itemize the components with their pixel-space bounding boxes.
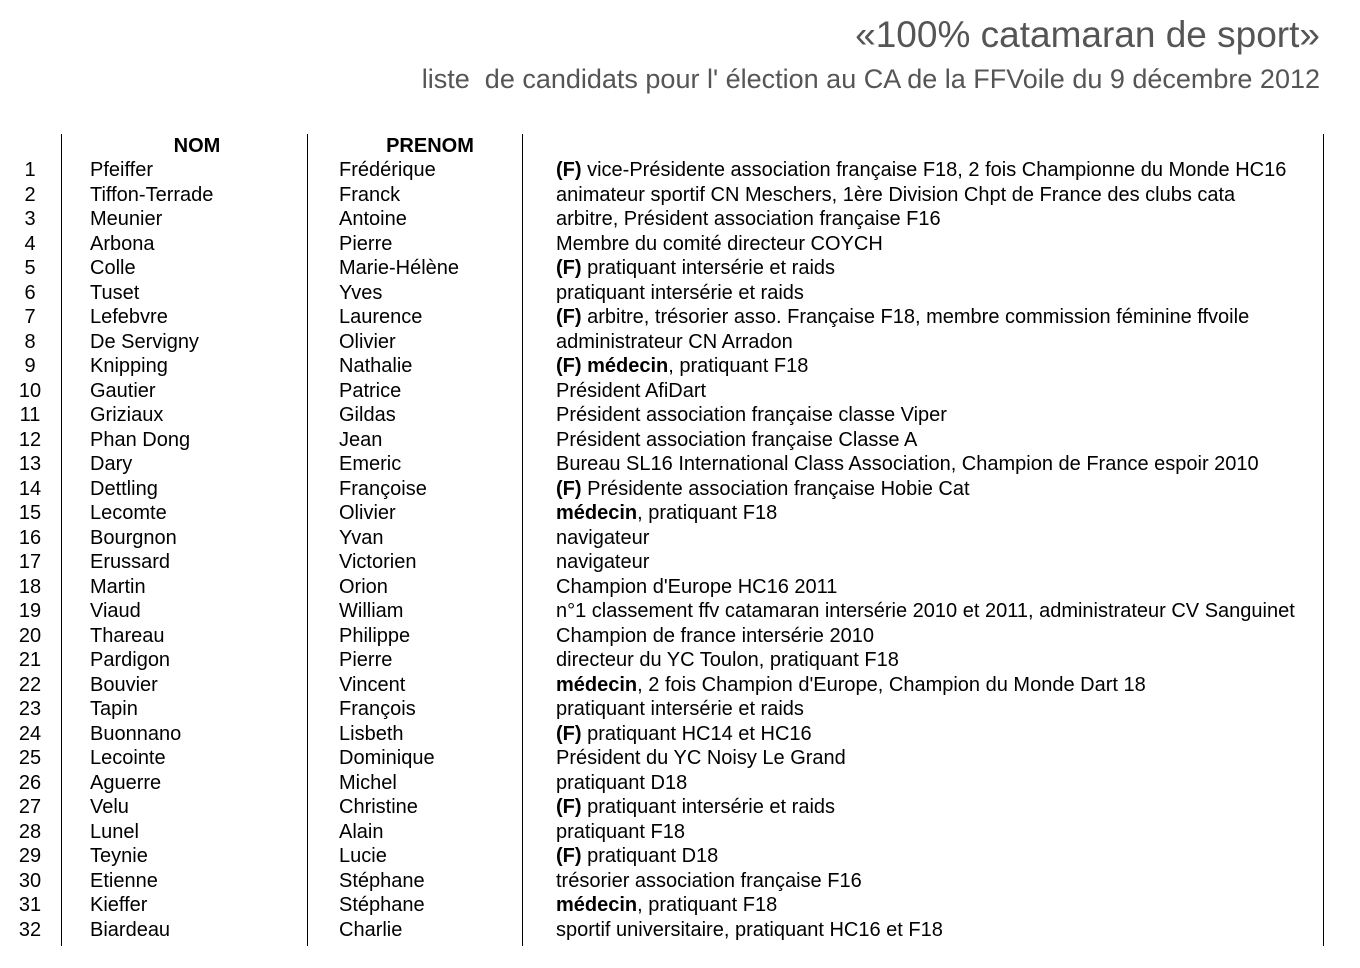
- cell-description: [556, 550, 649, 574]
- description-bold-prefix: médecin: [556, 894, 638, 916]
- cell-nom: Phan Dong: [90, 428, 191, 451]
- cell-nom: Aguerre: [90, 771, 162, 794]
- table-row: [0, 477, 1360, 502]
- cell-description: [556, 428, 917, 452]
- description-text: , 2 fois Champion d'Europe, Champion du Monde Dart 18: [637, 673, 1146, 696]
- row-number: 22: [18, 673, 42, 696]
- cell-nom: Velu: [90, 796, 129, 818]
- cell-nom: Pfeiffer: [90, 159, 153, 181]
- table-row: [0, 232, 1360, 257]
- row-number: 7: [24, 306, 36, 328]
- cell-nom: Dary: [90, 453, 133, 475]
- description-bold-prefix: (F): [556, 257, 582, 279]
- cell-description: [556, 256, 835, 280]
- cell-prenom: William: [339, 600, 404, 622]
- cell-prenom: Yves: [339, 281, 383, 304]
- description-bold-prefix: (F): [556, 845, 582, 867]
- row-number: 16: [18, 526, 42, 549]
- description-text: arbitre, trésorier asso. Française F18, membre commission féminine ffvoile: [581, 306, 1250, 328]
- cell-description: [556, 305, 1249, 329]
- cell-prenom: Françoise: [339, 477, 427, 500]
- cell-description: [556, 795, 835, 819]
- cell-nom: Bouvier: [90, 673, 158, 696]
- cell-nom: Viaud: [90, 600, 141, 622]
- candidate-table: [0, 158, 1360, 942]
- row-number: 10: [18, 379, 42, 402]
- row-number: 5: [24, 257, 36, 279]
- row-number: 26: [18, 771, 42, 794]
- row-number: 3: [24, 208, 36, 230]
- cell-nom: Lefebvre: [90, 306, 168, 328]
- description-bold-prefix: (F): [556, 306, 582, 328]
- cell-nom: Bourgnon: [90, 526, 177, 549]
- cell-nom: De Servigny: [90, 330, 199, 353]
- cell-prenom: Alain: [339, 820, 384, 843]
- table-row: [0, 183, 1360, 208]
- row-number: 6: [24, 281, 36, 304]
- description-text: directeur du YC Toulon, pratiquant F18: [556, 649, 899, 671]
- row-number: 12: [18, 428, 42, 451]
- cell-description: [556, 158, 1286, 182]
- cell-nom: Buonnano: [90, 722, 182, 745]
- cell-nom: Knipping: [90, 355, 168, 377]
- description-text: Membre du comité directeur COYCH: [556, 232, 883, 255]
- cell-prenom: Orion: [339, 575, 388, 598]
- description-text: Président AfiDart: [556, 379, 707, 402]
- cell-prenom: Stéphane: [339, 894, 425, 916]
- description-text: administrateur CN Arradon: [556, 330, 793, 353]
- cell-prenom: Lucie: [339, 845, 387, 867]
- table-row: [0, 330, 1360, 355]
- cell-nom: Thareau: [90, 624, 165, 647]
- cell-prenom: Antoine: [339, 208, 407, 230]
- row-number: 32: [18, 918, 42, 941]
- cell-prenom: Laurence: [339, 306, 423, 328]
- row-number: 9: [24, 355, 36, 377]
- cell-nom: Teynie: [90, 845, 148, 867]
- cell-description: [556, 379, 706, 403]
- description-text: pratiquant F18: [556, 820, 685, 843]
- cell-description: [556, 232, 883, 256]
- cell-nom: Meunier: [90, 208, 163, 230]
- cell-prenom: Nathalie: [339, 355, 413, 377]
- table-row: [0, 746, 1360, 771]
- description-text: pratiquant intersérie et raids: [581, 796, 836, 818]
- cell-description: [556, 771, 687, 795]
- table-row: [0, 575, 1360, 600]
- row-number: 31: [18, 894, 42, 916]
- description-text: navigateur: [556, 551, 650, 573]
- cell-description: [556, 501, 777, 525]
- description-bold-prefix: (F): [556, 796, 582, 818]
- cell-description: [556, 869, 862, 893]
- document-subtitle: liste de candidats pour l' élection au CA de la FFVoile du 9 décembre 2012: [421, 64, 1320, 94]
- cell-description: [556, 403, 947, 427]
- description-text: , pratiquant F18: [637, 502, 778, 524]
- column-header-prenom: PRENOM: [386, 135, 474, 157]
- cell-description: [556, 648, 899, 672]
- table-row: [0, 501, 1360, 526]
- cell-description: [556, 354, 808, 378]
- description-text: Champion d'Europe HC16 2011: [556, 575, 838, 598]
- table-row: [0, 207, 1360, 232]
- table-row: [0, 403, 1360, 428]
- cell-description: [556, 330, 793, 354]
- cell-nom: Lunel: [90, 820, 139, 843]
- description-text: Président association française classe Viper: [556, 404, 947, 426]
- cell-description: [556, 599, 1295, 623]
- table-row: [0, 624, 1360, 649]
- cell-prenom: Patrice: [339, 379, 402, 402]
- cell-nom: Tiffon-Terrade: [90, 183, 214, 206]
- cell-prenom: Marie-Hélène: [339, 257, 460, 279]
- description-text: vice-Présidente association française F18, 2 fois Championne du Monde HC16: [581, 159, 1287, 181]
- description-text: navigateur: [556, 526, 650, 549]
- cell-prenom: Jean: [339, 428, 383, 451]
- table-row: [0, 722, 1360, 747]
- description-bold-prefix: (F): [556, 159, 582, 181]
- description-bold-prefix: médecin: [556, 673, 638, 696]
- cell-prenom: Dominique: [339, 747, 435, 769]
- description-text: pratiquant intersérie et raids: [581, 257, 836, 279]
- cell-prenom: Philippe: [339, 624, 411, 647]
- cell-prenom: Lisbeth: [339, 722, 404, 745]
- cell-description: [556, 746, 846, 770]
- description-bold-prefix: (F): [556, 477, 582, 500]
- cell-prenom: Stéphane: [339, 869, 425, 892]
- table-row: [0, 526, 1360, 551]
- cell-nom: Dettling: [90, 477, 158, 500]
- cell-description: [556, 477, 970, 501]
- description-text: pratiquant intersérie et raids: [556, 281, 804, 304]
- row-number: 14: [18, 477, 42, 500]
- description-text: Président du YC Noisy Le Grand: [556, 747, 846, 769]
- row-number: 25: [18, 747, 42, 769]
- row-number: 11: [19, 404, 41, 426]
- description-text: n°1 classement ffv catamaran intersérie 2010 et 2011, administrateur CV Sanguinet: [556, 600, 1295, 622]
- column-header-nom: NOM: [173, 135, 221, 157]
- cell-nom: Tuset: [90, 281, 140, 304]
- description-bold-prefix: (F): [556, 722, 582, 745]
- cell-description: [556, 918, 943, 942]
- cell-prenom: Christine: [339, 796, 418, 818]
- row-number: 21: [18, 649, 42, 671]
- cell-description: [556, 673, 1146, 697]
- table-row: [0, 281, 1360, 306]
- table-row: [0, 305, 1360, 330]
- cell-nom: Kieffer: [90, 894, 148, 916]
- cell-nom: Arbona: [90, 232, 155, 255]
- table-row: [0, 550, 1360, 575]
- table-row: [0, 918, 1360, 943]
- cell-description: [556, 624, 874, 648]
- row-number: 17: [18, 551, 42, 573]
- cell-description: [556, 281, 804, 305]
- cell-nom: Pardigon: [90, 649, 171, 671]
- cell-prenom: Michel: [339, 771, 397, 794]
- table-row: [0, 820, 1360, 845]
- row-number: 30: [18, 869, 42, 892]
- table-row: [0, 256, 1360, 281]
- table-row: [0, 599, 1360, 624]
- cell-description: [556, 697, 804, 721]
- row-number: 23: [18, 698, 42, 720]
- cell-description: [556, 526, 649, 550]
- cell-prenom: Frédérique: [339, 159, 436, 181]
- table-row: [0, 673, 1360, 698]
- cell-prenom: Franck: [339, 183, 401, 206]
- description-text: trésorier association française F16: [556, 869, 862, 892]
- description-text: pratiquant D18: [581, 845, 719, 867]
- cell-description: [556, 820, 685, 844]
- table-row: [0, 771, 1360, 796]
- row-number: 29: [18, 845, 42, 867]
- description-text: animateur sportif CN Meschers, 1ère Division Chpt de France des clubs cata: [556, 183, 1236, 206]
- description-text: Bureau SL16 International Class Association, Champion de France espoir 2010: [556, 453, 1259, 475]
- description-text: pratiquant D18: [556, 771, 688, 794]
- cell-nom: Lecomte: [90, 502, 167, 524]
- cell-description: [556, 207, 941, 231]
- cell-nom: Martin: [90, 575, 146, 598]
- table-row: [0, 452, 1360, 477]
- cell-nom: Erussard: [90, 551, 171, 573]
- row-number: 27: [18, 796, 42, 818]
- row-number: 2: [24, 183, 36, 206]
- cell-prenom: Olivier: [339, 502, 396, 524]
- table-row: [0, 795, 1360, 820]
- description-bold-prefix: médecin: [556, 502, 638, 524]
- cell-prenom: Yvan: [339, 526, 384, 549]
- table-row: [0, 158, 1360, 183]
- description-text: pratiquant HC14 et HC16: [581, 722, 812, 745]
- table-row: [0, 869, 1360, 894]
- document-title: «100% catamaran de sport»: [855, 14, 1320, 55]
- table-row: [0, 428, 1360, 453]
- cell-description: [556, 183, 1235, 207]
- row-number: 4: [24, 232, 36, 255]
- cell-description: [556, 844, 718, 868]
- cell-description: [556, 575, 837, 599]
- cell-nom: Biardeau: [90, 918, 171, 941]
- row-number: 19: [18, 600, 42, 622]
- cell-description: [556, 893, 777, 917]
- row-number: 8: [24, 330, 36, 353]
- table-row: [0, 893, 1360, 918]
- table-row: [0, 648, 1360, 673]
- row-number: 24: [18, 722, 42, 745]
- cell-prenom: Gildas: [339, 404, 396, 426]
- description-bold-prefix: (F) médecin: [556, 355, 669, 377]
- description-text: Champion de france intersérie 2010: [556, 624, 874, 647]
- cell-prenom: Victorien: [339, 551, 417, 573]
- cell-description: [556, 452, 1259, 476]
- cell-nom: Griziaux: [90, 404, 164, 426]
- cell-prenom: Olivier: [339, 330, 396, 353]
- cell-nom: Colle: [90, 257, 136, 279]
- cell-nom: Gautier: [90, 379, 156, 402]
- row-number: 15: [18, 502, 42, 524]
- row-number: 28: [18, 820, 42, 843]
- table-row: [0, 844, 1360, 869]
- description-text: , pratiquant F18: [637, 894, 778, 916]
- cell-nom: Lecointe: [90, 747, 166, 769]
- description-text: Président association française Classe A: [556, 428, 918, 451]
- cell-nom: Etienne: [90, 869, 158, 892]
- description-text: Présidente association française Hobie Cat: [581, 477, 970, 500]
- table-row: [0, 697, 1360, 722]
- description-text: arbitre, Président association française F16: [556, 208, 941, 230]
- row-number: 13: [18, 453, 42, 475]
- description-text: sportif universitaire, pratiquant HC16 et F18: [556, 918, 943, 941]
- cell-prenom: Pierre: [339, 649, 393, 671]
- cell-prenom: François: [339, 698, 416, 720]
- cell-nom: Tapin: [90, 698, 138, 720]
- table-row: [0, 354, 1360, 379]
- cell-description: [556, 722, 812, 746]
- row-number: 18: [18, 575, 42, 598]
- cell-prenom: Charlie: [339, 918, 403, 941]
- row-number: 1: [24, 159, 36, 181]
- description-text: , pratiquant F18: [668, 355, 809, 377]
- table-row: [0, 379, 1360, 404]
- row-number: 20: [18, 624, 42, 647]
- cell-prenom: Vincent: [339, 673, 406, 696]
- cell-prenom: Emeric: [339, 453, 402, 475]
- cell-prenom: Pierre: [339, 232, 393, 255]
- description-text: pratiquant intersérie et raids: [556, 698, 804, 720]
